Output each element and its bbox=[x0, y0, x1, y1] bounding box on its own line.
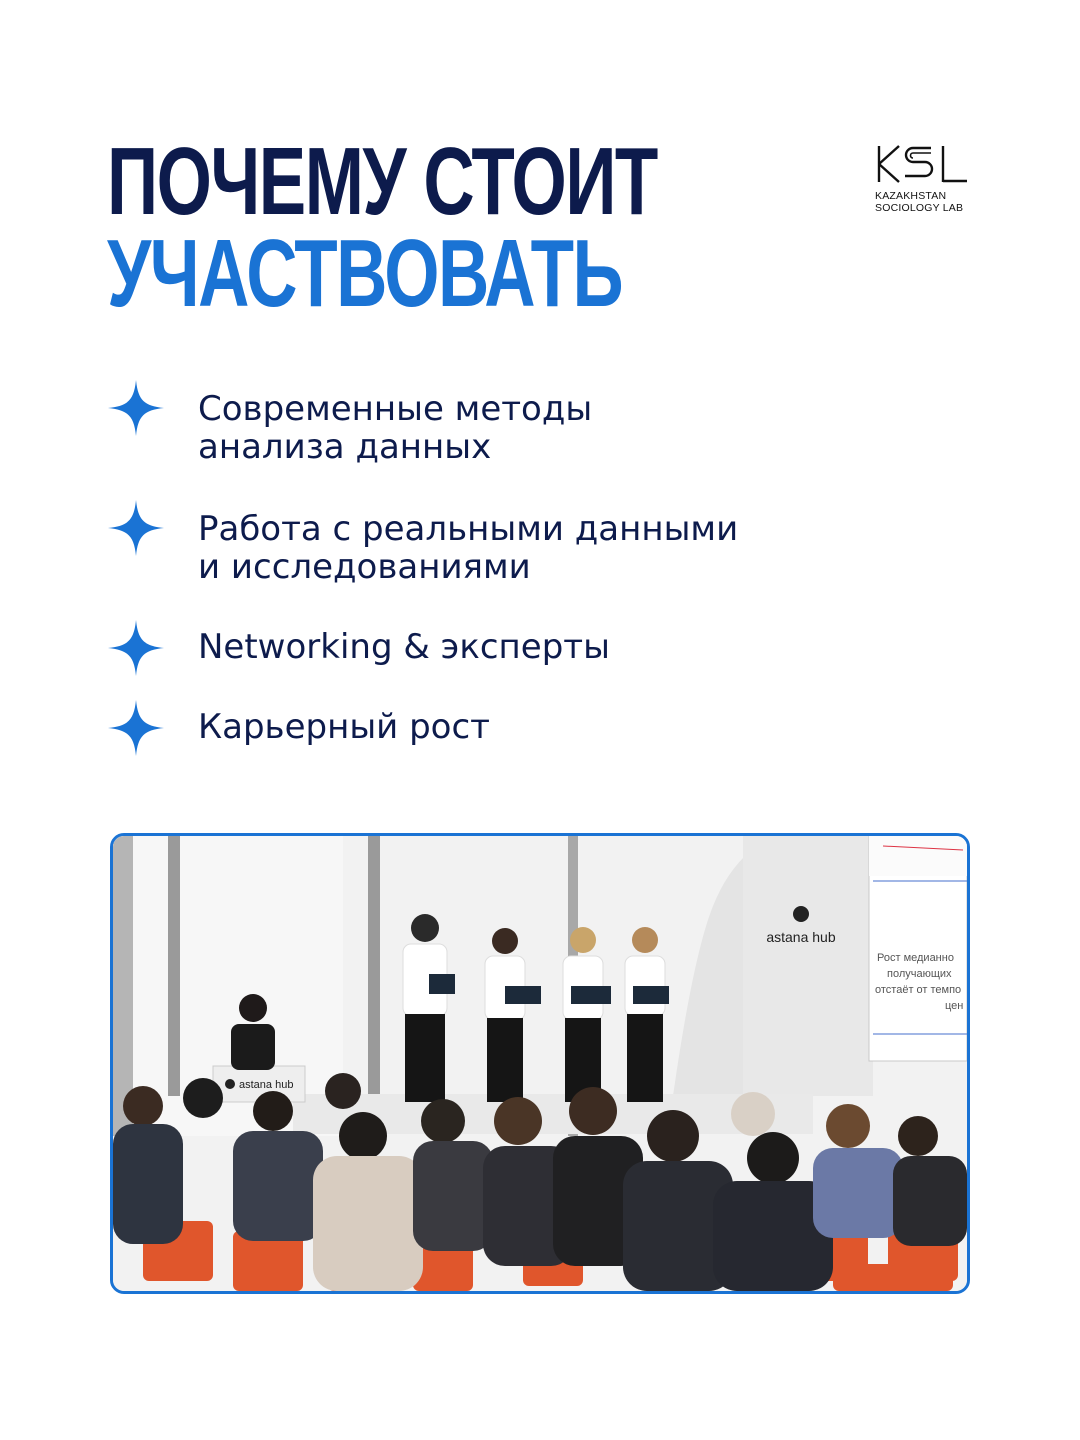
astana-hub-wall-logo-icon bbox=[793, 906, 809, 922]
list-item-text bbox=[198, 708, 490, 746]
list-item-line: и исследованиями bbox=[198, 547, 531, 587]
ksl-logo-mark bbox=[875, 142, 971, 186]
sparkle-star-icon bbox=[108, 380, 164, 436]
projection-screen bbox=[869, 836, 967, 1061]
list-item-line: Работа с реальными данными bbox=[198, 509, 739, 549]
sparkle-star-icon bbox=[108, 500, 164, 556]
sparkle-star-icon bbox=[108, 700, 164, 756]
astana-hub-podium-logo-icon bbox=[225, 1079, 235, 1089]
list-item-text bbox=[198, 628, 610, 666]
list-item-line: Карьерный рост bbox=[198, 707, 490, 747]
title-line-1: ПОЧЕМУ СТОИТ bbox=[107, 128, 657, 235]
list-item-line: Современные методы bbox=[198, 389, 593, 429]
event-photo-illustration bbox=[113, 836, 967, 1291]
logo-subtitle bbox=[875, 190, 975, 214]
list-item-text bbox=[198, 390, 592, 466]
screen-text-line: Рост медианно bbox=[877, 952, 954, 964]
ksl-logo bbox=[875, 142, 975, 214]
logo-line-2: SOCIOLOGY LAB bbox=[875, 202, 964, 214]
list-item-line: анализа данных bbox=[198, 427, 492, 467]
logo-line-1: KAZAKHSTAN bbox=[875, 190, 947, 202]
wall-sign: astana hub bbox=[766, 929, 836, 945]
page-title bbox=[107, 128, 657, 327]
screen-text-line: отстаёт от темпо bbox=[875, 984, 962, 996]
screen-text-line: получающих bbox=[887, 968, 952, 980]
title-line-2: УЧАСТВОВАТЬ bbox=[107, 220, 623, 327]
sparkle-star-icon bbox=[108, 620, 164, 676]
podium-sign: astana hub bbox=[239, 1079, 294, 1091]
list-item-text bbox=[198, 510, 738, 586]
event-photo bbox=[110, 833, 970, 1294]
list-item-line: Networking & эксперты bbox=[198, 627, 610, 667]
screen-text-line: цен bbox=[945, 1000, 964, 1012]
